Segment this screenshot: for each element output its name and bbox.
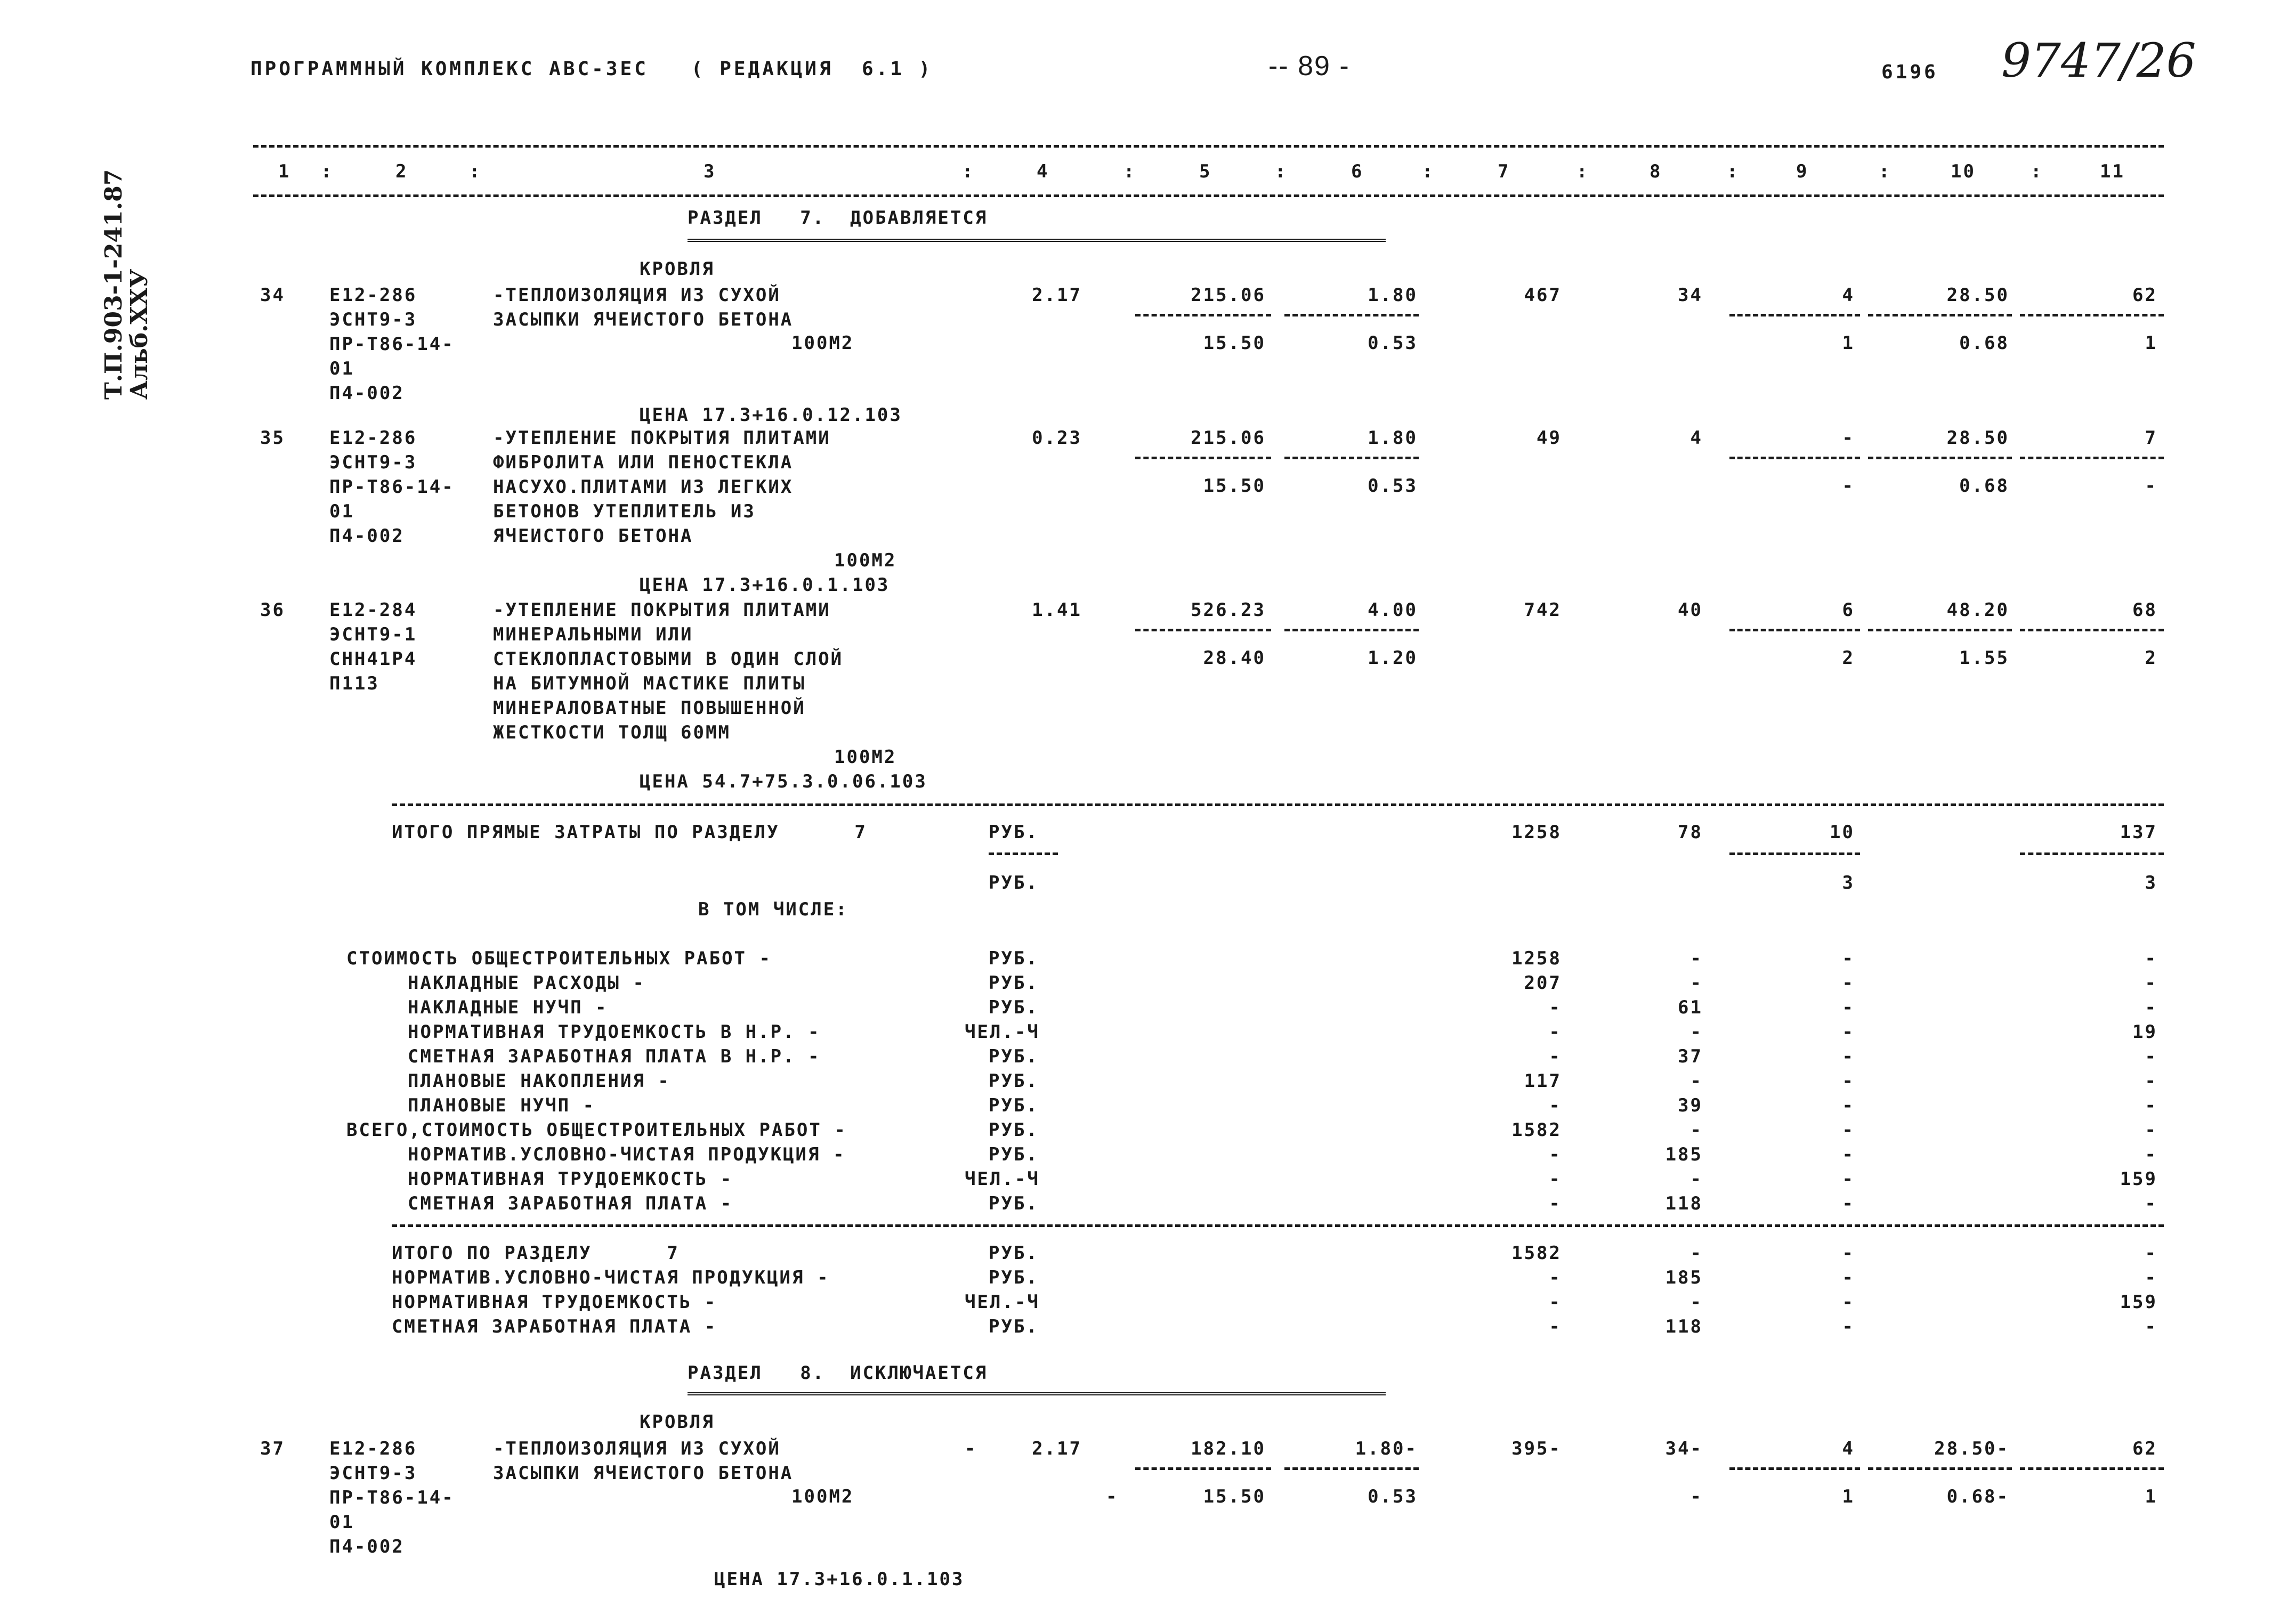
section-8-title: РАЗДЕЛ 8. ИСКЛЮЧАЕТСЯ — [688, 1362, 988, 1384]
breakdown-unit: РУБ. — [989, 1095, 1039, 1116]
breakdown-col7: - — [1549, 1144, 1562, 1165]
entry-description: ЗАСЫПКИ ЯЧЕИСТОГО БЕТОНА — [493, 309, 794, 330]
entry-col6: 1.80- — [1355, 1438, 1418, 1459]
breakdown-unit: РУБ. — [989, 1046, 1039, 1067]
column-header-6: 6 — [1351, 161, 1364, 182]
section-total-col11: - — [2145, 1243, 2157, 1264]
breakdown-col9: - — [1842, 1095, 1855, 1116]
side-stamp-line2: Альб.XXУ — [126, 269, 153, 400]
breakdown-label: НАКЛАДНЫЕ НУЧП - — [408, 997, 608, 1018]
breakdown-col7: 1258 — [1511, 948, 1562, 969]
section-total-col8: - — [1690, 1243, 1703, 1264]
entry-subrule — [1868, 1467, 2012, 1470]
entry-subrule — [1729, 457, 1860, 459]
breakdown-col11: - — [2145, 972, 2157, 994]
entry-col8: 40 — [1678, 599, 1703, 621]
entry-subrule — [1868, 457, 2012, 459]
breakdown-col7: - — [1549, 1021, 1562, 1043]
entry-code: 01 — [329, 501, 354, 522]
section-total-col11: - — [2145, 1267, 2157, 1288]
entry-subrule — [1135, 1467, 1271, 1470]
breakdown-col7: - — [1549, 997, 1562, 1018]
entry-quantity: 2.17 — [1032, 285, 1082, 306]
column-separator: : — [962, 161, 975, 182]
entry-col6: 1.80 — [1368, 427, 1418, 449]
entry-subrule — [1284, 1467, 1419, 1470]
entry-code: П4-002 — [329, 1536, 405, 1557]
breakdown-unit: РУБ. — [989, 948, 1039, 969]
direct-costs-unit: РУБ. — [989, 822, 1039, 843]
header-program: ПРОГРАММНЫЙ КОМПЛЕКС АВС-3ЕС ( РЕДАКЦИЯ 6.1 ) — [250, 58, 933, 80]
table-header-rule — [253, 194, 2164, 197]
breakdown-col8: 39 — [1678, 1095, 1703, 1116]
direct-costs-subrule — [1729, 852, 1860, 855]
column-header-1: 1 — [278, 161, 291, 182]
section-total-col11: 159 — [2120, 1292, 2157, 1313]
column-separator: : — [321, 161, 334, 182]
entry-col6-labor: 1.20 — [1368, 647, 1418, 669]
breakdown-unit: РУБ. — [989, 1070, 1039, 1092]
entry-code: Е12-286 — [329, 1438, 417, 1459]
direct-costs-col8: 78 — [1678, 822, 1703, 843]
entry-col9: 6 — [1842, 599, 1855, 621]
breakdown-label: НОРМАТИВНАЯ ТРУДОЕМКОСТЬ - — [408, 1168, 733, 1190]
breakdown-col8: - — [1690, 1070, 1703, 1092]
column-separator: : — [1879, 161, 1891, 182]
entry-code: ПР-Т86-14- — [329, 1487, 455, 1508]
section-total-col8: - — [1690, 1292, 1703, 1313]
column-header-11: 11 — [2100, 161, 2125, 182]
breakdown-col11: 159 — [2120, 1168, 2157, 1190]
breakdown-col9: - — [1842, 1144, 1855, 1165]
breakdown-unit: РУБ. — [989, 972, 1039, 994]
entry-unit: 100М2 — [834, 550, 897, 571]
column-header-4: 4 — [1037, 161, 1049, 182]
direct-costs-top-rule — [392, 803, 2164, 806]
section-total-rule — [392, 1224, 2164, 1227]
section-total-label: СМЕТНАЯ ЗАРАБОТНАЯ ПЛАТА - — [392, 1316, 717, 1337]
entry-col8-labor: - — [1690, 1486, 1703, 1507]
breakdown-col8: 61 — [1678, 997, 1703, 1018]
breakdown-label: НОРМАТИВ.УСЛОВНО-ЧИСТАЯ ПРОДУКЦИЯ - — [408, 1144, 846, 1165]
column-separator: : — [1422, 161, 1435, 182]
breakdown-col9: - — [1842, 1070, 1855, 1092]
entry-description: ЗАСЫПКИ ЯЧЕИСТОГО БЕТОНА — [493, 1463, 794, 1484]
entry-col6: 4.00 — [1368, 599, 1418, 621]
entry-col5-labor: 28.40 — [1203, 647, 1266, 669]
entry-subrule — [1729, 629, 1860, 631]
entry-description: СТЕКЛОПЛАСТОВЫМИ В ОДИН СЛОЙ — [493, 648, 844, 670]
entry-subrule — [1284, 314, 1419, 316]
column-separator: : — [1275, 161, 1288, 182]
entry-col5-labor: 15.50 — [1203, 332, 1266, 354]
breakdown-label: СМЕТНАЯ ЗАРАБОТНАЯ ПЛАТА - — [408, 1193, 733, 1214]
entry-description: НА БИТУМНОЙ МАСТИКЕ ПЛИТЫ — [493, 673, 806, 694]
entry-mark: - — [965, 1438, 977, 1459]
entry-col8: 34- — [1665, 1438, 1703, 1459]
breakdown-col9: - — [1842, 997, 1855, 1018]
breakdown-label: НАКЛАДНЫЕ РАСХОДЫ - — [408, 972, 645, 994]
entry-description: ФИБРОЛИТА ИЛИ ПЕНОСТЕКЛА — [493, 452, 794, 473]
entry-subrule — [1135, 629, 1271, 631]
entry-col8: 4 — [1690, 427, 1703, 449]
section-7-title: РАЗДЕЛ 7. ДОБАВЛЯЕТСЯ — [688, 207, 988, 229]
breakdown-col11: - — [2145, 1193, 2157, 1214]
section-total-unit: ЧЕЛ.-Ч — [965, 1292, 1040, 1313]
column-separator: : — [2031, 161, 2043, 182]
breakdown-col9: - — [1842, 1119, 1855, 1141]
column-header-8: 8 — [1650, 161, 1662, 182]
breakdown-col8: - — [1690, 1119, 1703, 1141]
direct-costs-label: ИТОГО ПРЯМЫЕ ЗАТРАТЫ ПО РАЗДЕЛУ 7 — [392, 822, 867, 843]
entry-col11: 62 — [2132, 285, 2157, 306]
entry-description: -УТЕПЛЕНИЕ ПОКРЫТИЯ ПЛИТАМИ — [493, 427, 831, 449]
breakdown-col8: - — [1690, 1021, 1703, 1043]
column-header-10: 10 — [1951, 161, 1976, 182]
breakdown-col11: - — [2145, 1095, 2157, 1116]
entry-col9-labor: 1 — [1842, 1486, 1855, 1507]
entry-col6-labor: 0.53 — [1368, 332, 1418, 354]
entry-description: НАСУХО.ПЛИТАМИ ИЗ ЛЕГКИХ — [493, 476, 794, 498]
entry-subrule — [1729, 1467, 1860, 1470]
breakdown-col8: 37 — [1678, 1046, 1703, 1067]
column-header-5: 5 — [1199, 161, 1212, 182]
side-stamp — [101, 169, 152, 400]
section-total-col8: 185 — [1665, 1267, 1703, 1288]
breakdown-col7: - — [1549, 1046, 1562, 1067]
breakdown-col8: - — [1690, 972, 1703, 994]
direct-costs-subrule — [989, 852, 1058, 855]
section-total-col9: - — [1842, 1292, 1855, 1313]
direct-costs-unit: РУБ. — [989, 872, 1039, 894]
section-total-col9: - — [1842, 1316, 1855, 1337]
section-total-col11: - — [2145, 1316, 2157, 1337]
column-separator: : — [1123, 161, 1136, 182]
entry-unit: 100М2 — [791, 332, 854, 354]
breakdown-unit: ЧЕЛ.-Ч — [965, 1168, 1040, 1190]
entry-subrule — [2020, 629, 2164, 631]
breakdown-col11: 19 — [2132, 1021, 2157, 1043]
entry-code: Е12-284 — [329, 599, 417, 621]
section-total-col7: - — [1549, 1316, 1562, 1337]
handwritten-number: 9747/26 — [2001, 33, 2196, 88]
entry-col10-labor: 0.68 — [1959, 332, 2009, 354]
entry-col9: 4 — [1842, 285, 1855, 306]
side-stamp-line1: Т.П.903-1-241.87 — [100, 169, 127, 400]
entry-col9-labor: 2 — [1842, 647, 1855, 669]
entry-subrule — [1868, 314, 2012, 316]
entry-col10: 28.50- — [1934, 1438, 2009, 1459]
entry-quantity: 0.23 — [1032, 427, 1082, 449]
entry-col5-labor: 15.50 — [1203, 475, 1266, 497]
breakdown-col11: - — [2145, 1144, 2157, 1165]
entry-description: МИНЕРАЛОВАТНЫЕ ПОВЫШЕННОЙ — [493, 697, 806, 719]
entry-description: -УТЕПЛЕНИЕ ПОКРЫТИЯ ПЛИТАМИ — [493, 599, 831, 621]
breakdown-col9: - — [1842, 972, 1855, 994]
entry-subrule — [2020, 457, 2164, 459]
section-total-col9: - — [1842, 1243, 1855, 1264]
entry-col9-labor: - — [1842, 475, 1855, 497]
breakdown-col9: - — [1842, 1168, 1855, 1190]
entry-col6-labor: 0.53 — [1368, 1486, 1418, 1507]
entry-col11: 62 — [2132, 1438, 2157, 1459]
entry-col6: 1.80 — [1368, 285, 1418, 306]
breakdown-label: ВСЕГО,СТОИМОСТЬ ОБЩЕСТРОИТЕЛЬНЫХ РАБОТ - — [346, 1119, 847, 1141]
breakdown-col9: - — [1842, 1021, 1855, 1043]
section-total-label: НОРМАТИВНАЯ ТРУДОЕМКОСТЬ - — [392, 1292, 717, 1313]
direct-costs-col11: 137 — [2120, 822, 2157, 843]
entry-code: П4-002 — [329, 383, 405, 404]
entry-subrule — [1135, 314, 1271, 316]
section-7-group: КРОВЛЯ — [640, 258, 715, 280]
breakdown-col11: - — [2145, 1119, 2157, 1141]
section-8-underline — [688, 1392, 1386, 1395]
column-header-9: 9 — [1796, 161, 1809, 182]
entry-description: МИНЕРАЛЬНЫМИ ИЛИ — [493, 624, 693, 645]
entry-price: ЦЕНА 17.3+16.0.1.103 — [640, 574, 890, 596]
entry-col5: 182.10 — [1191, 1438, 1266, 1459]
entry-number: 35 — [260, 427, 285, 449]
breakdown-label: СМЕТНАЯ ЗАРАБОТНАЯ ПЛАТА В Н.Р. - — [408, 1046, 821, 1067]
entry-col11-labor: 1 — [2145, 332, 2157, 354]
entry-description: ЯЧЕИСТОГО БЕТОНА — [493, 525, 693, 547]
entry-col7: 467 — [1524, 285, 1562, 306]
breakdown-col8: - — [1690, 948, 1703, 969]
section-8-group: КРОВЛЯ — [640, 1411, 715, 1433]
breakdown-col7: - — [1549, 1095, 1562, 1116]
column-header-3: 3 — [704, 161, 716, 182]
entry-col10: 48.20 — [1946, 599, 2009, 621]
breakdown-col11: - — [2145, 1070, 2157, 1092]
header-code: 6196 — [1881, 61, 1938, 83]
entry-code: Е12-286 — [329, 285, 417, 306]
section-total-col8: 118 — [1665, 1316, 1703, 1337]
breakdown-col9: - — [1842, 1046, 1855, 1067]
entry-code: ЭСНТ9-3 — [329, 309, 417, 330]
breakdown-label: ПЛАНОВЫЕ НУЧП - — [408, 1095, 596, 1116]
including-label: В ТОМ ЧИСЛЕ: — [698, 899, 848, 920]
entry-description: -ТЕПЛОИЗОЛЯЦИЯ ИЗ СУХОЙ — [493, 285, 781, 306]
breakdown-label: ПЛАНОВЫЕ НАКОПЛЕНИЯ - — [408, 1070, 670, 1092]
table-top-rule — [253, 145, 2164, 148]
section-total-label: ИТОГО ПО РАЗДЕЛУ 7 — [392, 1243, 680, 1264]
entry-col10-labor: 0.68 — [1959, 475, 2009, 497]
entry-col11: 68 — [2132, 599, 2157, 621]
entry-code: ЭСНТ9-3 — [329, 1463, 417, 1484]
section-total-unit: РУБ. — [989, 1243, 1039, 1264]
direct-costs-col7: 1258 — [1511, 822, 1562, 843]
section-7-underline — [688, 239, 1386, 242]
entry-code: Е12-286 — [329, 427, 417, 449]
entry-number: 36 — [260, 599, 285, 621]
direct-costs-col9-labor: 3 — [1842, 872, 1855, 894]
entry-subrule — [2020, 1467, 2164, 1470]
breakdown-col7: - — [1549, 1193, 1562, 1214]
column-header-7: 7 — [1498, 161, 1510, 182]
breakdown-col9: - — [1842, 948, 1855, 969]
entry-col9-labor: 1 — [1842, 332, 1855, 354]
entry-col6-labor: 0.53 — [1368, 475, 1418, 497]
entry-col5-labor: 15.50 — [1203, 1486, 1266, 1507]
direct-costs-col11-labor: 3 — [2145, 872, 2157, 894]
entry-code: ЭСНТ9-3 — [329, 452, 417, 473]
section-total-col9: - — [1842, 1267, 1855, 1288]
breakdown-col8: - — [1690, 1168, 1703, 1190]
entry-subrule — [2020, 314, 2164, 316]
breakdown-col9: - — [1842, 1193, 1855, 1214]
column-separator: : — [1576, 161, 1589, 182]
breakdown-unit: ЧЕЛ.-Ч — [965, 1021, 1040, 1043]
entry-description: ЖЕСТКОСТИ ТОЛЩ 60ММ — [493, 722, 731, 743]
breakdown-unit: РУБ. — [989, 1193, 1039, 1214]
entry-col9: - — [1842, 427, 1855, 449]
column-separator: : — [1727, 161, 1740, 182]
section-total-col7: 1582 — [1511, 1243, 1562, 1264]
entry-col11: 7 — [2145, 427, 2157, 449]
entry-code: ПР-Т86-14- — [329, 476, 455, 498]
entry-number: 34 — [260, 285, 285, 306]
entry-col11-labor: 2 — [2145, 647, 2157, 669]
entry-code: ЭСНТ9-1 — [329, 624, 417, 645]
entry-subrule — [1284, 457, 1419, 459]
section-total-unit: РУБ. — [989, 1316, 1039, 1337]
entry-description: БЕТОНОВ УТЕПЛИТЕЛЬ ИЗ — [493, 501, 756, 522]
entry-col5: 215.06 — [1191, 427, 1266, 449]
page-number: -- 89 - — [1268, 51, 1350, 82]
entry-unit: 100М2 — [834, 746, 897, 768]
entry-col10: 28.50 — [1946, 427, 2009, 449]
breakdown-label: НОРМАТИВНАЯ ТРУДОЕМКОСТЬ В Н.Р. - — [408, 1021, 821, 1043]
section-total-col7: - — [1549, 1267, 1562, 1288]
breakdown-col7: 117 — [1524, 1070, 1562, 1092]
entry-quantity: 2.17 — [1032, 1438, 1082, 1459]
entry-price: ЦЕНА 54.7+75.3.0.06.103 — [640, 771, 927, 792]
entry-code: П4-002 — [329, 525, 405, 547]
breakdown-col11: - — [2145, 948, 2157, 969]
breakdown-label: СТОИМОСТЬ ОБЩЕСТРОИТЕЛЬНЫХ РАБОТ - — [346, 948, 772, 969]
entry-col8: 34 — [1678, 285, 1703, 306]
breakdown-col8: 118 — [1665, 1193, 1703, 1214]
breakdown-col7: 207 — [1524, 972, 1562, 994]
entry-price: ЦЕНА 17.3+16.0.1.103 — [714, 1569, 965, 1590]
entry-quantity: 1.41 — [1032, 599, 1082, 621]
entry-col7: 742 — [1524, 599, 1562, 621]
breakdown-col7: - — [1549, 1168, 1562, 1190]
entry-subrule — [1868, 629, 2012, 631]
entry-code: СНН41Р4 — [329, 648, 417, 670]
entry-code: П113 — [329, 673, 379, 694]
section-total-col7: - — [1549, 1292, 1562, 1313]
entry-code: ПР-Т86-14- — [329, 334, 455, 355]
breakdown-col8: 185 — [1665, 1144, 1703, 1165]
breakdown-col7: 1582 — [1511, 1119, 1562, 1141]
column-header-2: 2 — [395, 161, 408, 182]
breakdown-unit: РУБ. — [989, 997, 1039, 1018]
section-total-unit: РУБ. — [989, 1267, 1039, 1288]
entry-col7: 49 — [1537, 427, 1562, 449]
entry-unit: 100М2 — [791, 1486, 854, 1507]
entry-col5: 526.23 — [1191, 599, 1266, 621]
direct-costs-subrule — [2020, 852, 2164, 855]
entry-number: 37 — [260, 1438, 285, 1459]
entry-col11-labor: 1 — [2145, 1486, 2157, 1507]
column-separator: : — [469, 161, 482, 182]
entry-quantity-labor: - — [1106, 1486, 1119, 1507]
breakdown-unit: РУБ. — [989, 1144, 1039, 1165]
breakdown-col11: - — [2145, 1046, 2157, 1067]
breakdown-unit: РУБ. — [989, 1119, 1039, 1141]
breakdown-col11: - — [2145, 997, 2157, 1018]
entry-description: -ТЕПЛОИЗОЛЯЦИЯ ИЗ СУХОЙ — [493, 1438, 781, 1459]
entry-col5: 215.06 — [1191, 285, 1266, 306]
entry-price: ЦЕНА 17.3+16.0.12.103 — [640, 404, 902, 426]
entry-subrule — [1284, 629, 1419, 631]
entry-code: 01 — [329, 358, 354, 379]
entry-col11-labor: - — [2145, 475, 2157, 497]
entry-col10-labor: 0.68- — [1946, 1486, 2009, 1507]
entry-subrule — [1729, 314, 1860, 316]
entry-code: 01 — [329, 1512, 354, 1533]
entry-col9: 4 — [1842, 1438, 1855, 1459]
entry-col7: 395- — [1511, 1438, 1562, 1459]
entry-col10-labor: 1.55 — [1959, 647, 2009, 669]
direct-costs-col9: 10 — [1830, 822, 1855, 843]
entry-subrule — [1135, 457, 1271, 459]
section-total-label: НОРМАТИВ.УСЛОВНО-ЧИСТАЯ ПРОДУКЦИЯ - — [392, 1267, 830, 1288]
entry-col10: 28.50 — [1946, 285, 2009, 306]
